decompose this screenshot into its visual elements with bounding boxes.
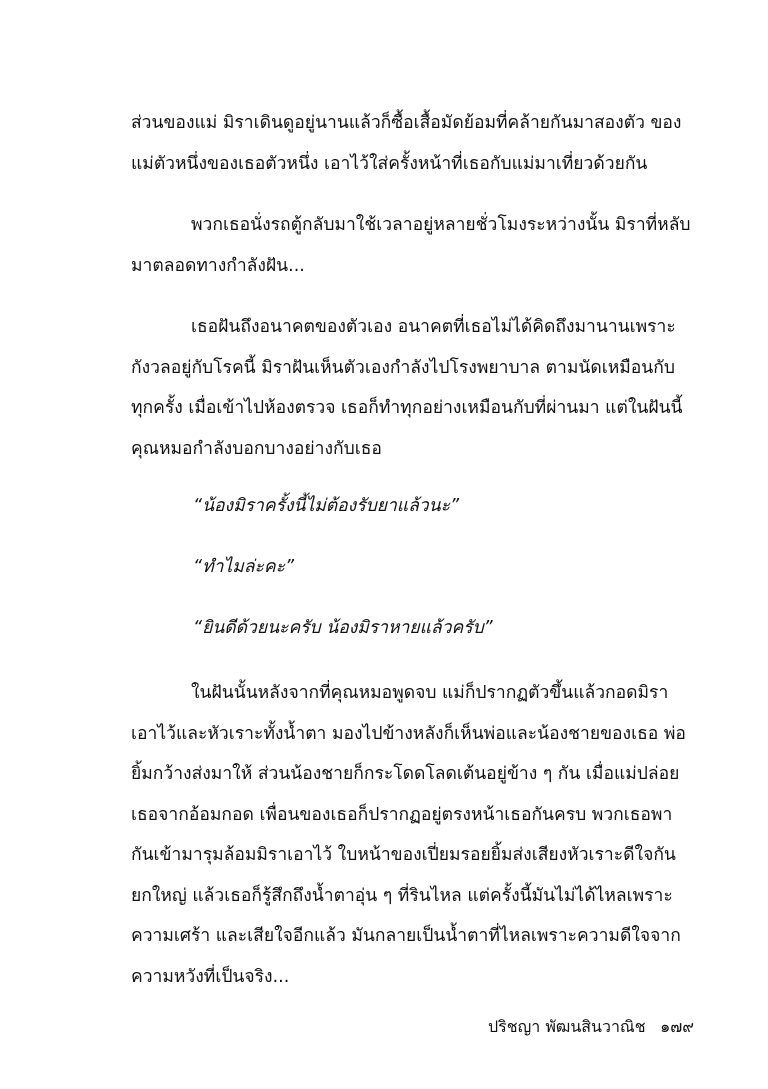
paragraph-line: ความเศร้า และเสียใจอีกแล้ว มันกลายเป็นน้ำตาที่ไหลเพราะความดีใจจาก bbox=[131, 926, 681, 946]
paragraph-line: มาตลอดทางกำลังฝัน... bbox=[131, 255, 305, 276]
paragraph-line: ในฝันนั้นหลังจากที่คุณหมอพูดจบ แม่ก็ปรากฏตัวขึ้นแล้วกอดมิรา bbox=[191, 683, 669, 703]
paragraph-4 bbox=[131, 673, 691, 997]
paragraph-line: เธอฝันถึงอนาคตของตัวเอง อนาคตที่เธอไม่ได้คิดถึงมานานเพราะ bbox=[191, 317, 676, 337]
dialogue-quote-1: “น้องมิราครั้งนี้ไม่ต้องรับยาแล้วนะ” bbox=[193, 496, 460, 516]
paragraph-1 bbox=[131, 103, 691, 184]
footer-author: ปริชญา พัฒนสินวาณิช bbox=[488, 1017, 646, 1036]
paragraph-line: ยิ้มกว้างส่งมาให้ ส่วนน้องชายก็กระโดดโลดเต้นอยู่ข้าง ๆ กัน เมื่อแม่ปล่อย bbox=[131, 764, 680, 784]
page-footer bbox=[0, 1012, 768, 1042]
dialogue-quote-3: “ยินดีด้วยนะครับ น้องมิราหายแล้วครับ” bbox=[193, 618, 493, 638]
paragraph-line: พวกเธอนั่งรถตู้กลับมาใช้เวลาอยู่หลายชั่วโมงระหว่างนั้น มิราที่หลับ bbox=[191, 215, 691, 235]
paragraph-2 bbox=[131, 205, 691, 286]
paragraph-line: กันเข้ามารุมล้อมมิราเอาไว้ ใบหน้าของเปี่ยมรอยยิ้มส่งเสียงหัวเราะดีใจกัน bbox=[131, 845, 676, 865]
dialogue-quote-2: “ทำไมล่ะคะ” bbox=[193, 557, 295, 577]
paragraph-line: เธอจากอ้อมกอด เพื่อนของเธอก็ปรากฏอยู่ตรงหน้าเธอกันครบ พวกเธอพา bbox=[131, 804, 673, 825]
paragraph-3 bbox=[131, 307, 691, 469]
paragraph-line: เอาไว้และหัวเราะทั้งน้ำตา มองไปข้างหลังก็เห็นพ่อและน้องชายของเธอ พ่อ bbox=[131, 723, 686, 744]
paragraph-line: ทุกครั้ง เมื่อเข้าไปห้องตรวจ เธอก็ทำทุกอย่างเหมือนกับที่ผ่านมา แต่ในฝันนี้ bbox=[131, 398, 683, 418]
paragraph-line: ส่วนของแม่ มิราเดินดูอยู่นานแล้วก็ซื้อเสื้อมัดย้อมที่คล้ายกันมาสองตัว ของ bbox=[131, 113, 682, 133]
page-number: ๑๗๙ bbox=[660, 1017, 694, 1036]
paragraph-line: คุณหมอกำลังบอกบางอย่างกับเธอ bbox=[131, 438, 382, 459]
paragraph-line: แม่ตัวหนึ่งของเธอตัวหนึ่ง เอาไว้ใส่ครั้งหน้าที่เธอกับแม่มาเที่ยวด้วยกัน bbox=[131, 153, 648, 174]
paragraph-line: ยกใหญ่ แล้วเธอก็รู้สึกถึงน้ำตาอุ่น ๆ ที่รินไหล แต่ครั้งนี้มันไม่ได้ไหลเพราะ bbox=[131, 885, 673, 906]
paragraph-line: ความหวังที่เป็นจริง... bbox=[131, 966, 290, 987]
paragraph-line: กังวลอยู่กับโรคนี้ มิราฝันเห็นตัวเองกำลังไปโรงพยาบาล ตามนัดเหมือนกับ bbox=[131, 357, 675, 378]
